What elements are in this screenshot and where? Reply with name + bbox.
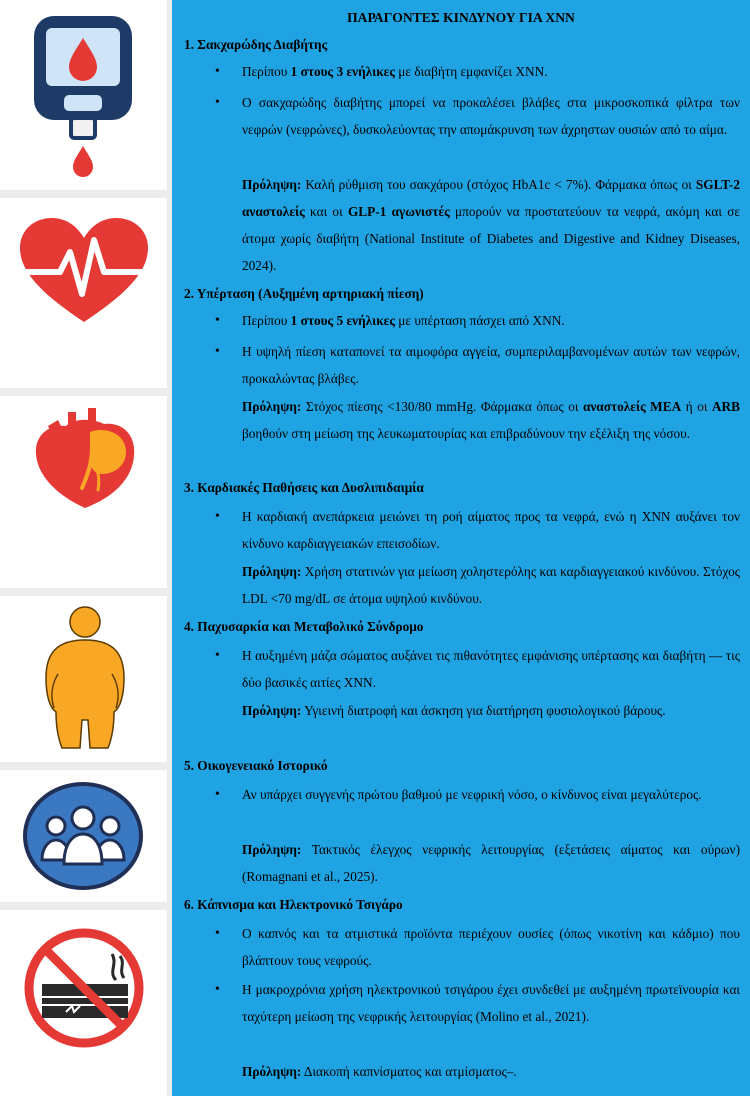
section-1-prevention: Πρόληψη: Καλή ρύθμιση του σακχάρου (στόχος HbA1c < 7%). Φάρμακα όπως οι SGLT-2 αναστολείς και οι GLP-1 αγωνιστές μπορούν να προστατεύουν τα νεφρά, ακόμη και σε άτομα χωρίς διαβήτη (National Institute of Diabetes and Digestive and Kidney Diseases, 2024). <box>242 177 740 273</box>
section-4-bullet-1: • Η αυξημένη μάζα σώματος αυξάνει τις πιθανότητες εμφάνισης υπέρτασης και διαβήτη — τις δύο βασικές αιτίες ΧΝΝ. <box>242 642 740 696</box>
section-6-bullet-1: • Ο καπνός και τα ατμιστικά προϊόντα περιέχουν ουσίες (όπως νικοτίνη και κάδμιο) που βλάπτουν τους νεφρούς. <box>242 920 740 974</box>
section-2-bullet-2: • Η υψηλή πίεση καταπονεί τα αιμοφόρα αγγεία, συμπεριλαμβανομένων αυτών των νεφρών, προκαλώντας βλάβες. <box>242 338 740 392</box>
section-3-heading: 3. Καρδιακές Παθήσεις και Δυσλιπιδαιμία <box>184 480 424 495</box>
panel-diabetes <box>0 0 167 190</box>
section-2-bullet-1: • Περίπου 1 στους 5 ενήλικες με υπέρταση πάσχει από ΧΝΝ. <box>242 307 740 334</box>
section-3-bullet-1: • Η καρδιακή ανεπάρκεια μειώνει τη ροή αίματος προς τα νεφρά, ενώ η ΧΝΝ αυξάνει τον κίνδυνο καρδιαγγειακών επεισοδίων. <box>242 503 740 557</box>
section-5-prevention: Πρόληψη: Τακτικός έλεγχος νεφρικής λειτουργίας (εξετάσεις αίματος και ούρων) (Romagnani et al., 2025). <box>242 842 740 884</box>
section-4-prevention: Πρόληψη: Υγιεινή διατροφή και άσκηση για διατήρηση φυσιολογικού βάρους. <box>242 703 666 718</box>
section-4-heading: 4. Παχυσαρκία και Μεταβολικό Σύνδρομο <box>184 619 424 634</box>
panel-obesity <box>0 596 167 762</box>
section-6-heading: 6. Κάπνισμα και Ηλεκτρονικό Τσιγάρο <box>184 897 403 912</box>
heart-rate-icon <box>16 214 152 330</box>
section-6-bullet-2: • Η μακροχρόνια χρήση ηλεκτρονικού τσιγάρου έχει συνδεθεί με αυξημένη πρωτεϊνουρία και ταχύτερη μείωση της νεφρικής λειτουργίας (Molino et al., 2021). <box>242 976 740 1030</box>
section-2-heading: 2. Υπέρταση (Αυξημένη αρτηριακή πίεση) <box>184 286 424 301</box>
section-3-prevention: Πρόληψη: Χρήση στατινών για μείωση χοληστερόλης και καρδιαγγειακού κινδύνου. Στόχος LDL <70 mg/dL σε άτομα υψηλού κινδύνου. <box>242 564 740 606</box>
page-title: ΠΑΡΑΓΟΝΤΕΣ ΚΙΝΔΥΝΟΥ ΓΙΑ ΧΝΝ <box>347 10 575 25</box>
glucose-meter-icon <box>28 12 138 182</box>
content-panel <box>172 0 750 1096</box>
overweight-person-icon <box>36 604 134 754</box>
anatomical-heart-icon <box>28 404 142 512</box>
panel-smoking <box>0 910 167 1096</box>
section-1-heading: 1. Σακχαρώδης Διαβήτης <box>184 37 328 52</box>
section-5-heading: 5. Οικογενειακό Ιστορικό <box>184 758 328 773</box>
panel-hypertension <box>0 198 167 388</box>
section-5-bullet-1: • Αν υπάρχει συγγενής πρώτου βαθμού με νεφρική νόσο, ο κίνδυνος είναι μεγαλύτερος. <box>242 781 740 808</box>
no-smoking-icon <box>22 926 146 1050</box>
panel-family-history <box>0 770 167 902</box>
section-1-bullet-2: • Ο σακχαρώδης διαβήτης μπορεί να προκαλέσει βλάβες στα μικροσκοπικά φίλτρα των νεφρών (νεφρώνες), δυσκολεύοντας την απομάκρυνση των άχρηστων ουσιών από το αίμα. <box>242 89 740 143</box>
panel-heart-disease <box>0 396 167 588</box>
section-6-prevention: Πρόληψη: Διακοπή καπνίσματος και ατμίσματος–. <box>242 1064 517 1079</box>
icon-sidebar <box>0 0 172 1096</box>
family-group-icon <box>20 780 146 892</box>
section-1-bullet-1: • Περίπου 1 στους 3 ενήλικες με διαβήτη εμφανίζει ΧΝΝ. <box>242 58 740 85</box>
section-2-prevention: Πρόληψη: Στόχος πίεσης <130/80 mmHg. Φάρμακα όπως οι αναστολείς ΜΕΑ ή οι ARB βοηθούν στη μείωση της λευκωματουρίας και επιβραδύνουν την εξέλιξη της νόσου. <box>242 399 740 441</box>
